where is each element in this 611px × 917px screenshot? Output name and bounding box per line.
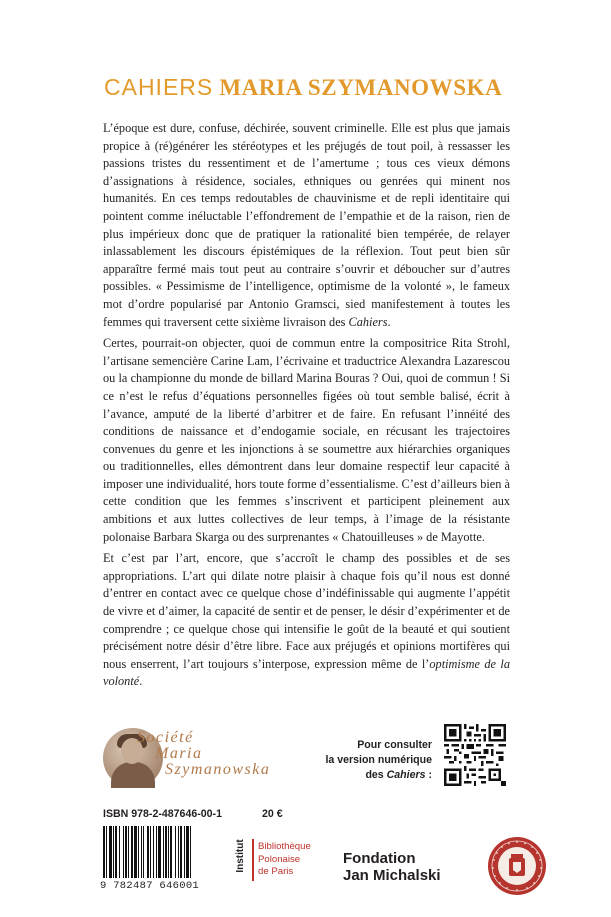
title-maria-szymanowska: MARIA SZYMANOWSKA — [219, 75, 503, 100]
paragraph-2: Certes, pourrait-on objecter, quoi de commun entre la compositrice Rita Strohl, l’artisane semencière Carine Lam, l’écrivaine et traductrice Alexandra Lazarescou ou la championne du monde de billard Marina Bouras ? Oui, quoi de commun ! Si ce n’est le refus d’équations personnelles figées où tout semble balisé, écrit à l’avance, amputé de la liberté d’arbitrer et de faire. En refusant l’innéité des conditions de naissance et d’endogamie sociale, en récusant les trajectoires convenues du genre et les injonctions à se soumettre aux hiérarchies organiques ou traditionnelles, elles démontrent dans leur domaine respectif leur capacité à imposer une individualité, hors toute forme d’essentialisme. C’est d’ailleurs bien à cette condition que les femmes s’inscrivent et participent pleinement aux ambitions et aux luttes collectives de leur temps, à l’image de la résistante polonaise Barbara Skarga ou des surprenantes « Chatouilleuses » de Mayotte. — [103, 336, 510, 544]
barcode-bar — [190, 826, 191, 878]
bibliotheque-polonaise-logo: Bibliothèque Polonaise de Paris — [258, 841, 311, 877]
paragraph-3: Et c’est par l’art, encore, que s’accroît le champ des possibles et de ses appropriations. L’art qui dilate notre plaisir à chaque fois qu’il nous est donné d’entrer en contact avec ce quelque chose d’indéfinissable qui augmente l’appétit de vivre et d’aimer, la capacité de sentir et de penser, le désir d’expérimenter et de comprendre ; ce quelque chose qui intensifie le goût de la beauté et qui soutient précisément notre désir d’être libre. Face aux préjugés et opinions mortifères qui nous enserrent, l’art toujours s’interpose, expression même de l’optimisme de la volonté. — [103, 551, 510, 689]
back-cover-text — [103, 120, 510, 691]
barcode-bar — [128, 826, 129, 878]
optimisme-italic: optimisme de la volonté — [103, 656, 510, 689]
barcode-bar — [131, 826, 133, 878]
barcode-bar — [153, 826, 154, 878]
digital-version-note: Pour consulter la version numérique des Cahiers : — [325, 739, 432, 781]
barcode-bar — [170, 826, 172, 878]
society-logo-text: Société Maria Szymanowska — [137, 729, 271, 778]
book-series-title — [104, 74, 502, 101]
qr-code-icon[interactable] — [444, 724, 506, 786]
barcode-bar — [141, 826, 142, 878]
barcode-bar — [186, 826, 189, 878]
barcode-bar — [143, 826, 144, 878]
biblio-divider — [252, 839, 254, 881]
barcode-bar — [123, 826, 124, 878]
barcode-bar — [175, 826, 176, 878]
barcode-bar — [156, 826, 157, 878]
barcode-bar — [158, 826, 161, 878]
barcode-bar — [119, 826, 120, 878]
barcode-digits: 9 782487 646001 — [100, 880, 200, 892]
barcode-bar — [180, 826, 182, 878]
price: 20 € — [262, 808, 283, 820]
barcode-bar — [134, 826, 137, 878]
barcode-bar — [184, 826, 185, 878]
barcode-bar — [103, 826, 105, 878]
paragraph-1: L’époque est dure, confuse, déchirée, souvent criminelle. Elle est plus que jamais propice à (ré)générer les stéréotypes et les préjugés de tout poil, à ressasser les passions tristes du ressentiment et de l’amertume ; tous ces vieux démons d’assignations à résidence, sociales, ethniques ou genrées qui minent nos humanités. En ces temps redoutables de chauvinisme et de repli identitaire qui pointent comme inéluctable l’effondrement de l’empathie et de la raison, rien de plus impérieux donc que de pratiquer la rationalité bien tempérée, de relayer inlassablement les discours épistémiques de la réflexion. Tout peut bien sûr apparaître fermé mais tout peut au contraire s’ouvrir et déboucher sur d’autres possibles. « Pessimisme de l’intelligence, optimisme de la volonté », le fameux mot d’ordre popularisé par Antonio Gramsci, sied manifestement à toutes les femmes qui traversent cette sixième livraison des Cahiers. — [103, 121, 510, 329]
barcode-bar — [168, 826, 169, 878]
barcode-bar — [113, 826, 114, 878]
barcode-bar — [109, 826, 112, 878]
cahiers-italic: Cahiers — [348, 314, 388, 329]
barcode-bar — [150, 826, 151, 878]
barcode-bar — [138, 826, 139, 878]
barcode-bar — [147, 826, 149, 878]
barcode-bar — [125, 826, 127, 878]
barcode-bar — [178, 826, 179, 878]
barcode-bar — [115, 826, 117, 878]
barcode-bar — [106, 826, 107, 878]
societe-maria-szymanowska-logo — [103, 728, 293, 790]
fondation-jan-michalski-logo: Fondation Jan Michalski — [343, 850, 441, 884]
society-seal-icon — [487, 836, 547, 896]
barcode-icon — [103, 826, 216, 878]
barcode-bar — [163, 826, 164, 878]
title-cahiers: CAHIERS — [104, 74, 214, 100]
institut-label: Institut — [235, 839, 246, 873]
barcode-bar — [165, 826, 167, 878]
isbn-number: ISBN 978-2-487646-00-1 — [103, 808, 222, 820]
